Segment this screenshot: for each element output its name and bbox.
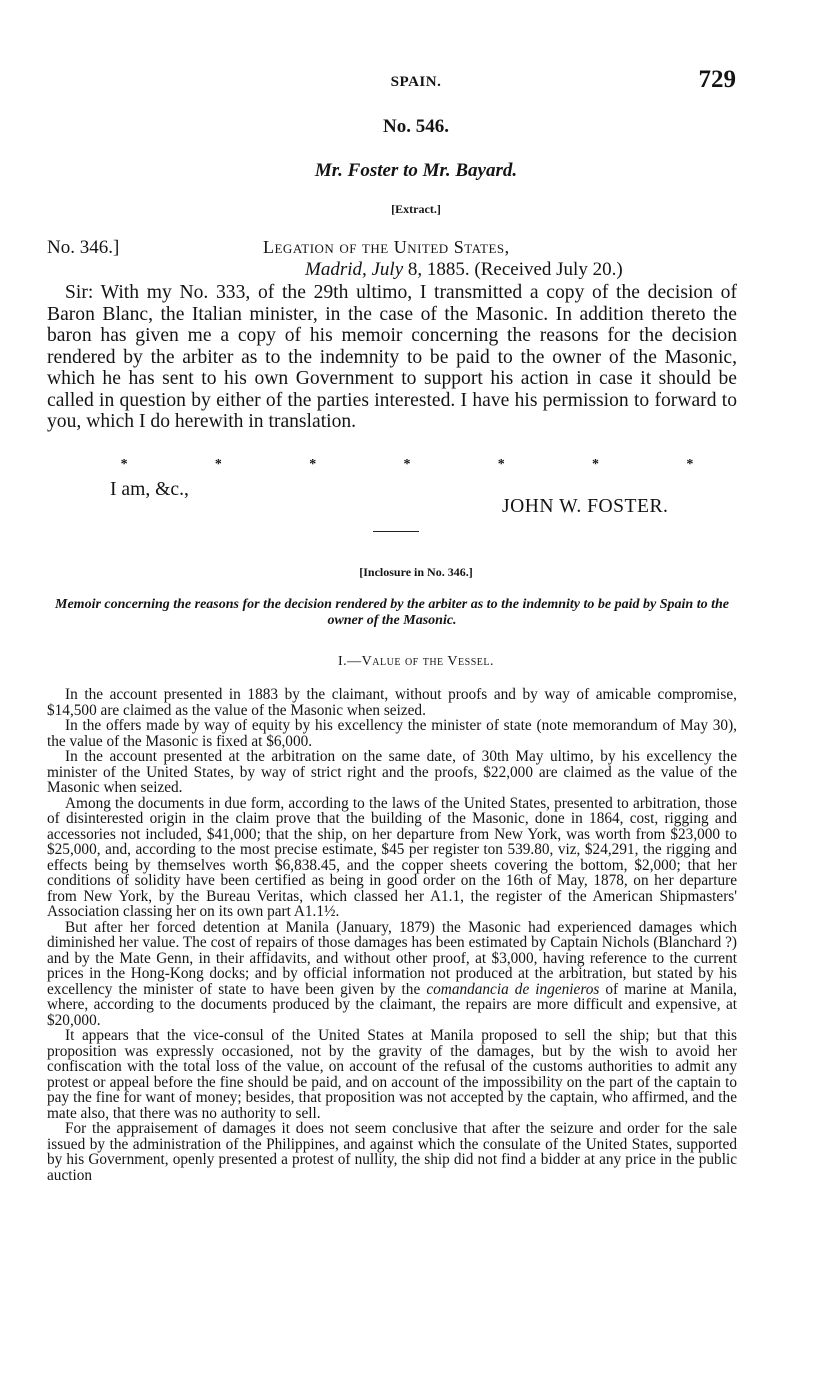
star: * [309, 457, 317, 472]
paragraph-text: of marine at Manila, where, according to the documents produced by the claimant, the repairs are more difficult and expensive, at $20,000. [47, 980, 738, 1029]
running-head: SPAIN. [390, 74, 442, 90]
page-number: 729 [698, 66, 736, 93]
star: * [497, 457, 505, 472]
star: * [403, 457, 411, 472]
star: * [686, 457, 694, 472]
body-paragraph: For the appraisement of damages it does not seem conclusive that after the seizure and order for the sale issued by the administration of the Philippines, and against which the consulate of the United States, supported by his Government, openly presented a protest of nullity, the ship did not find a bidder at any price in the public auction [47, 1120, 737, 1184]
document-number: No. 546. [383, 116, 449, 137]
dateline [305, 259, 623, 281]
omission-stars [47, 457, 737, 473]
dispatch-number: No. 346.] [47, 237, 120, 258]
date-rest: 8, 1885. (Received July 20.) [407, 259, 623, 280]
correspondents-heading: Mr. Foster to Mr. Bayard. [314, 160, 518, 181]
body-paragraph: In the account presented in 1883 by the claimant, without proofs and by way of amicable compromise, $14,500 are claimed as the value of the Masonic when seized. [47, 686, 737, 719]
inclosure-note: [Inclosure in No. 346.] [359, 565, 473, 579]
body-paragraph: In the account presented at the arbitration on the same date, of 30th May ultimo, by his excellency the minister of the United States, by way of strict right and the proofs, $22,000 are claimed as the value of the Masonic when seized. [47, 748, 737, 796]
divider-rule [373, 531, 419, 532]
extract-note: [Extract.] [391, 202, 441, 216]
letter-paragraph: Sir: With my No. 333, of the 29th ultimo, I transmitted a copy of the decision of Baron Blanc, the Italian minister, in the case of the Masonic. In addition thereto the baron has given me a copy of his memoir concerning the reasons for the decision rendered by the arbiter as to the indemnity to be paid to the owner of the Masonic, which he has sent to his own Government to support his action in case it should be called in question by either of the parties interested. I have his permission to forward to you, which I do herewith in translation. [47, 282, 737, 432]
letter-body [47, 282, 737, 433]
body-paragraph: In the offers made by way of equity by his excellency the minister of state (note memorandum of May 30), the value of the Masonic is fixed at $6,000. [47, 717, 737, 750]
legation-heading: Legation of the United States, [263, 237, 510, 257]
star: * [214, 457, 222, 472]
memoir-body [47, 687, 737, 1183]
italic-term: comandancia de ingenieros [426, 980, 600, 998]
star: * [592, 457, 600, 472]
closing: I am, &c., [110, 479, 189, 500]
section-heading: I.—Value of the Vessel. [338, 654, 494, 669]
body-paragraph: Among the documents in due form, according to the laws of the United States, presented to arbitration, those of disinterested origin in the claim prove that the building of the Masonic, done in 1864, cost, rigging and accessories not included, $41,000; that the ship, on her departure from New York, was worth from $23,000 to $25,000, and, according to the most precise estimate, $45 per register ton 539.80, viz, $24,291, the rigging and effects being by themselves worth $6,838.45, and the copper sheets covering the bottom, $2,000; that her conditions of solidity have been certified as being in good order on the 16th of May, 1878, on her departure from New York, by the Bureau Veritas, which classed her A1.1, the register of the American Shipmasters' Association classing her on its own part A1.1½. [47, 794, 737, 920]
paragraph-text: But after her forced detention at Manila (January, 1879) the Masonic had experienced damages which diminished her value. The cost of repairs of those damages has been estimated by Captain Nichols (Blanchard ?) and by the Mate Genn, in their affidavits, and without other proof, at $3,000, having reference to the current prices in the Hong-Kong docks; and by official information not produced at the arbitration, but stated by his excellency the minister of state to have been given by the [47, 918, 737, 998]
signature: JOHN W. FOSTER. [502, 496, 669, 517]
date-place: Madrid, July [305, 259, 404, 280]
star: * [120, 457, 128, 472]
memoir-title: Memoir concerning the reasons for the decision rendered by the arbiter as to the indemnity to be paid by Spain to the owner of the Masonic. [55, 597, 729, 628]
body-paragraph [47, 920, 737, 1029]
body-paragraph: It appears that the vice-consul of the United States at Manila proposed to sell the ship; but that this proposition was expressly occasioned, not by the gravity of the damages, but by the wish to avoid her confiscation with the total loss of the value, on account of the refusal of the customs authorities to admit any protest or appeal before the fine should be paid, and on account of the impossibility on the part of the captain to pay the fine for want of money; besides, that proposition was not accepted by the captain, who affirmed, and the mate also, that there was no authority to sell. [47, 1027, 737, 1122]
